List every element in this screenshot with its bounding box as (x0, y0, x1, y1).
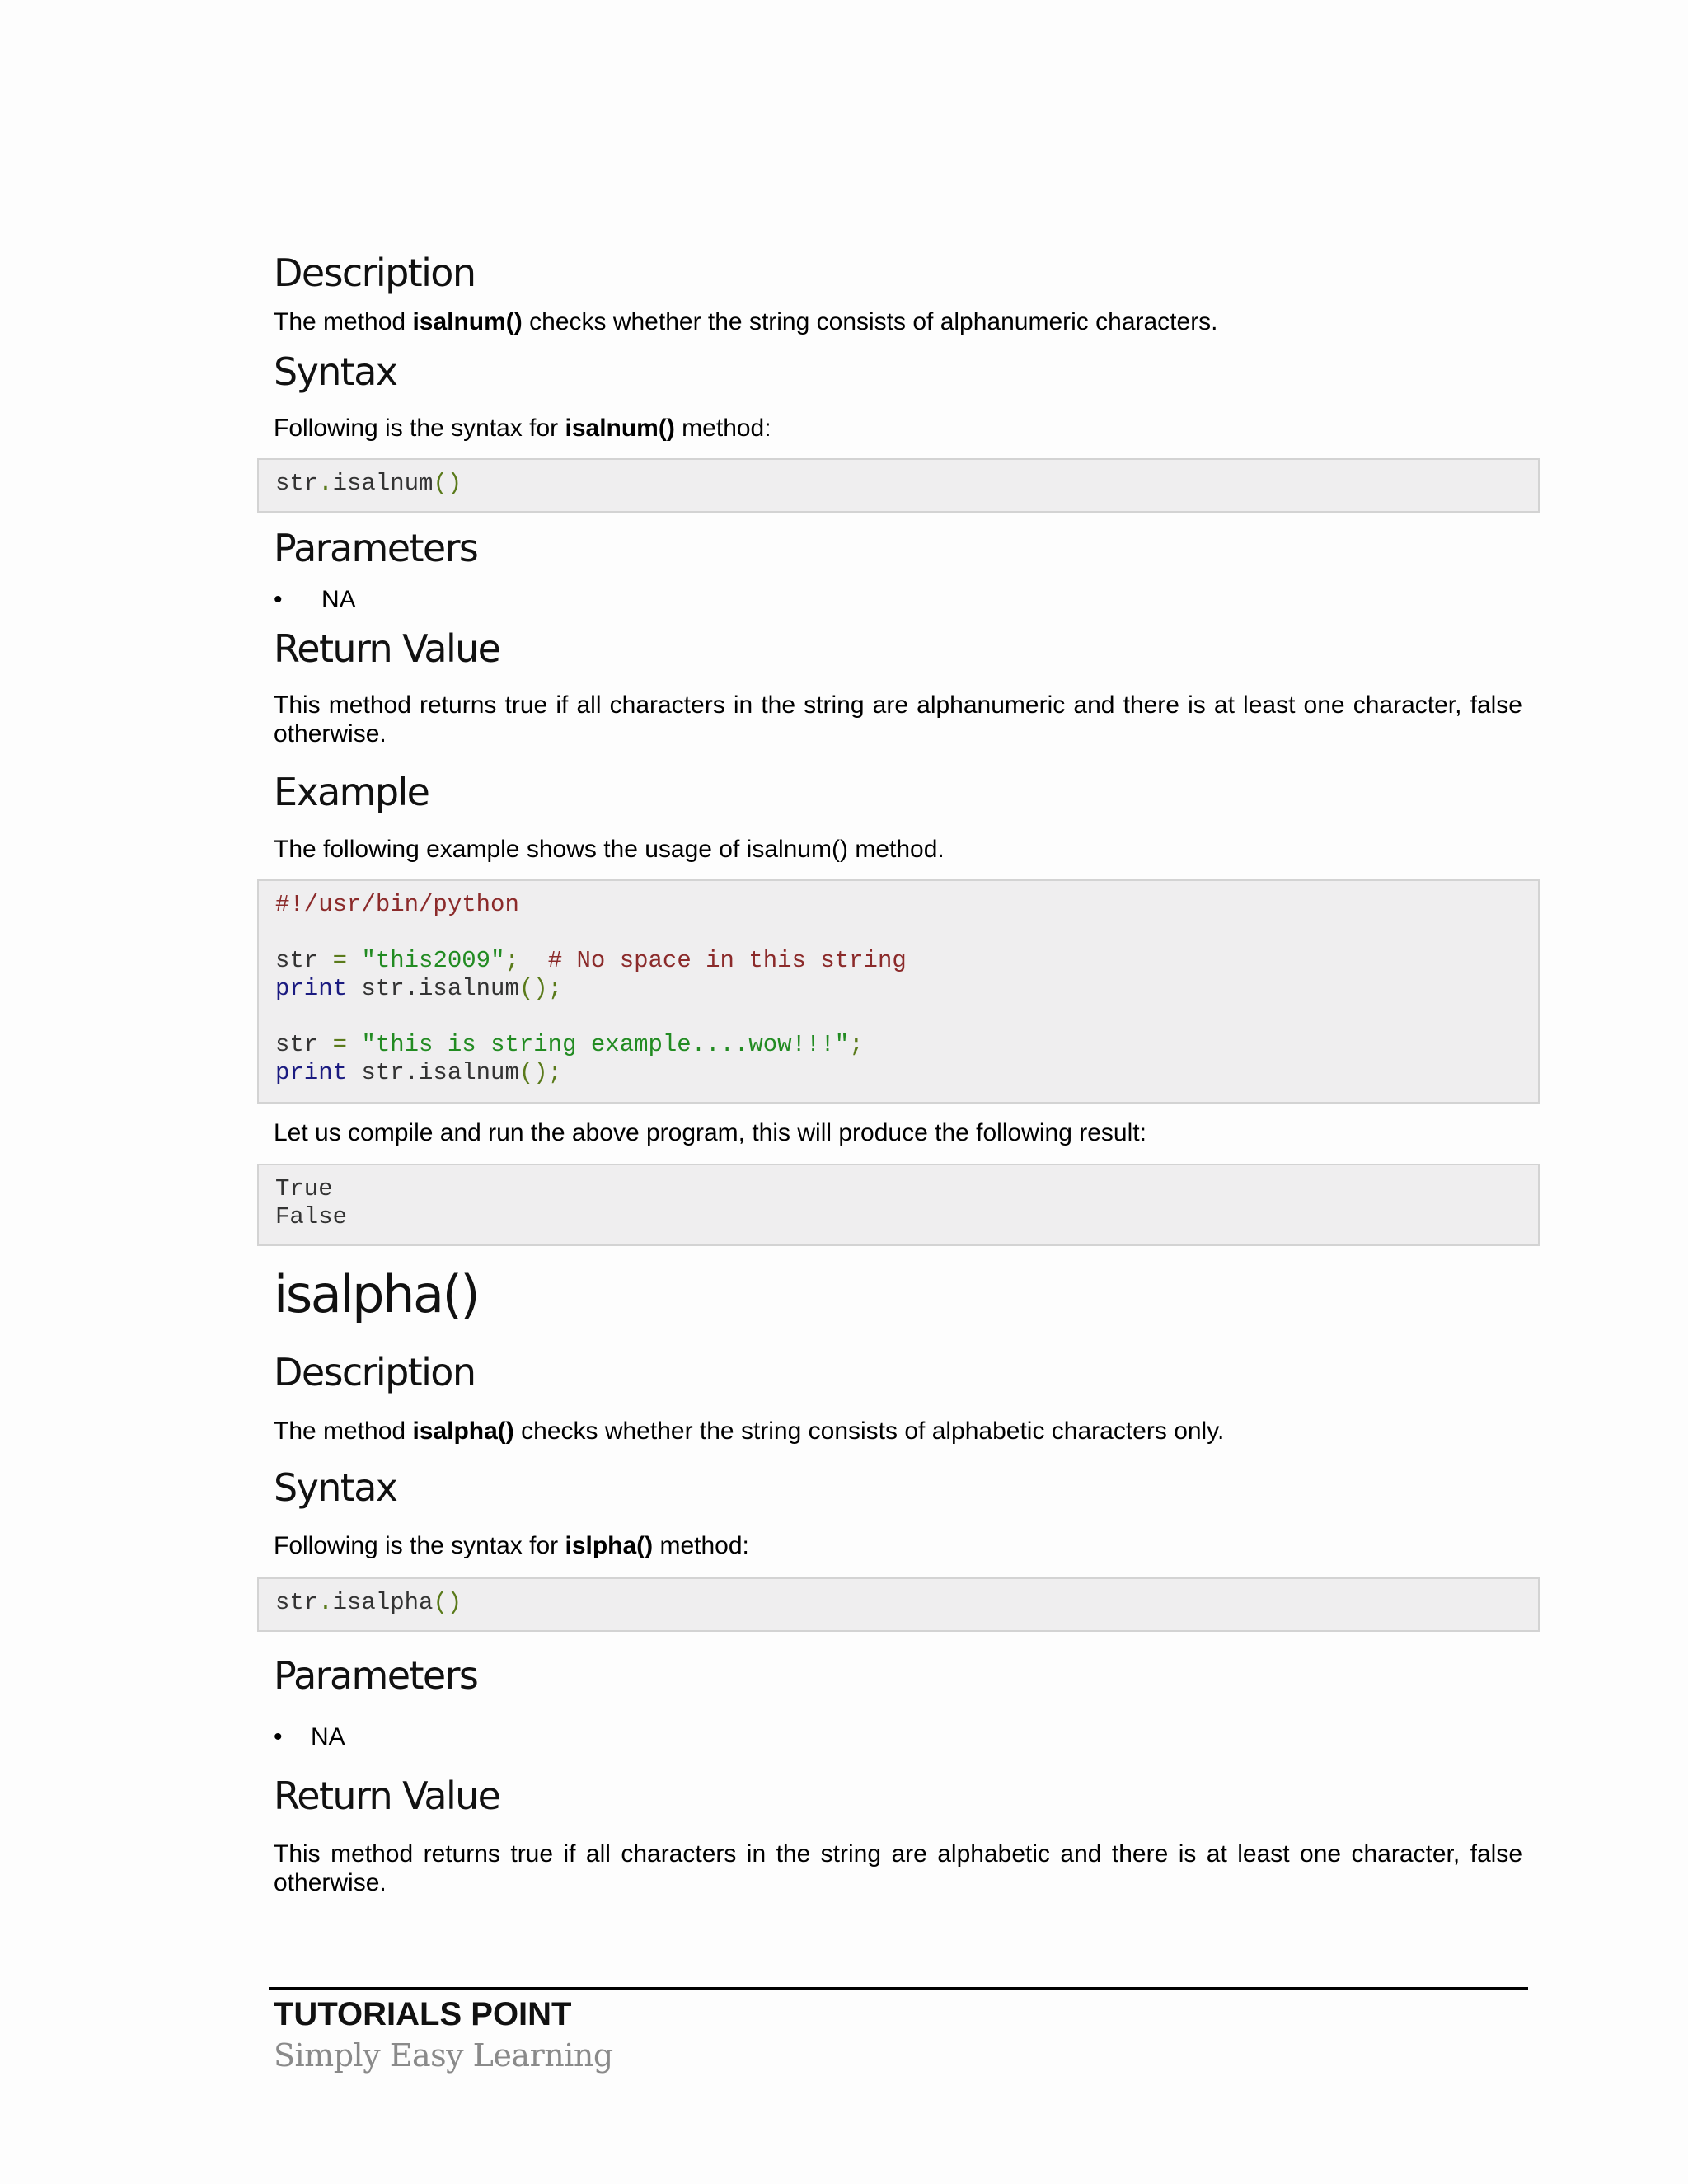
description-text: The method isalnum() checks whether the string consists of alphanumeric characters. (274, 308, 1218, 335)
isalpha-parameters-heading: Parameters (274, 1653, 478, 1698)
result-output-block: True False (257, 1164, 1540, 1246)
description-heading: Description (274, 251, 476, 295)
return-value-heading: Return Value (274, 626, 500, 671)
bullet-icon: • (274, 586, 283, 613)
bullet-icon: • (274, 1723, 283, 1750)
isalpha-return-value-heading: Return Value (274, 1774, 500, 1818)
syntax-heading: Syntax (274, 349, 397, 394)
example-heading: Example (274, 770, 429, 814)
parameters-heading: Parameters (274, 526, 478, 570)
footer-divider (269, 1987, 1528, 1990)
example-code-block: #!/usr/bin/python str = "this2009"; # No space in this string print str.isalnum(); str = "this is string example....wow!!!"; print str.isalnum(); (257, 879, 1540, 1104)
isalpha-description-text: The method isalpha() checks whether the string consists of alphabetic characters only. (274, 1418, 1225, 1445)
footer-brand-subtitle: Simply Easy Learning (274, 2037, 613, 2074)
result-intro-text: Let us compile and run the above program, this will produce the following result: (274, 1119, 1146, 1146)
return-value-text: This method returns true if all characters in the string are alphanumeric and there is at least one character, false otherwise. (274, 691, 1522, 748)
isalpha-syntax-heading: Syntax (274, 1465, 397, 1510)
footer-brand-title: TUTORIALS POINT (274, 1996, 572, 2032)
isalpha-syntax-code-block: str.isalpha() (257, 1577, 1540, 1632)
isalpha-description-heading: Description (274, 1350, 476, 1394)
isalpha-syntax-text: Following is the syntax for islpha() method: (274, 1532, 749, 1559)
syntax-code-block: str.isalnum() (257, 458, 1540, 513)
syntax-text: Following is the syntax for isalnum() method: (274, 415, 771, 442)
example-text: The following example shows the usage of isalnum() method. (274, 836, 945, 863)
isalpha-title: isalpha() (274, 1264, 479, 1324)
isalpha-return-value-text: This method returns true if all characters in the string are alphabetic and there is at least one character, false otherwise. (274, 1840, 1522, 1896)
